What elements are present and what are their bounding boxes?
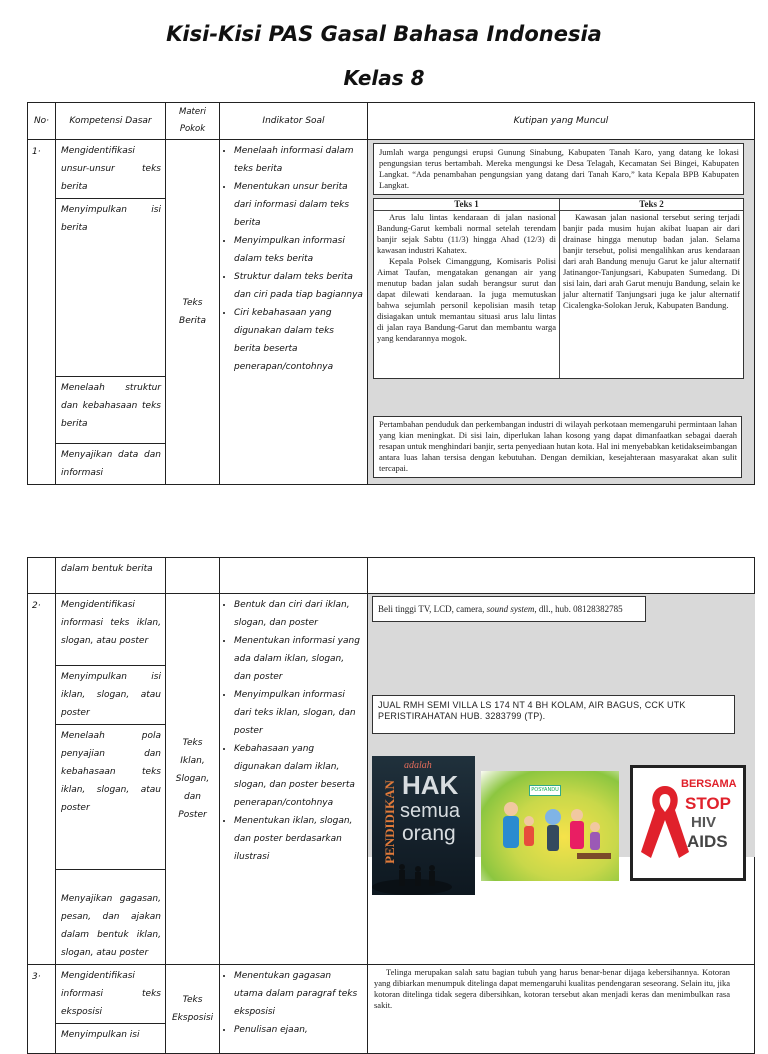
- kutipan-cell: [368, 594, 755, 965]
- header-no: No·: [28, 103, 56, 140]
- ad-text: , dll., hub. 08128382785: [534, 604, 623, 614]
- materi-pokok: Teks Berita: [166, 140, 220, 485]
- indikator-item: • Menyimpulkan informasi dalam teks berita: [234, 232, 363, 268]
- poster-posyandu: [481, 771, 619, 881]
- teks1-heading: Teks 1: [374, 199, 559, 211]
- kutipan-cell: [368, 965, 755, 1054]
- kd-item: Mengidentifikasi unsur-unsur teks berita: [56, 140, 166, 199]
- header-materi: Materi Pokok: [166, 103, 220, 140]
- poster-pendidikan: [372, 756, 475, 895]
- indikator-item: • Struktur dalam teks berita dan ciri pada tiap bagiannya: [234, 268, 363, 304]
- poster-bersama-text: BERSAMA: [681, 778, 737, 790]
- row-number: 1·: [28, 140, 56, 485]
- ad-box: [372, 596, 646, 622]
- poster-sign: POSYANDU: [529, 785, 561, 796]
- kd-item: Menyimpulkan isi berita: [56, 199, 166, 377]
- materi-pokok: Teks Iklan, Slogan, dan Poster: [166, 594, 220, 965]
- indikator-cell: [220, 965, 368, 1054]
- indikator-item: • Menyimpulkan informasi dari teks iklan, slogan, dan poster: [234, 686, 363, 740]
- children-silhouette-icon: [372, 855, 475, 895]
- indikator-item: • Bentuk dan ciri dari iklan, slogan, dan poster: [234, 596, 363, 632]
- ad-box: JUAL RMH SEMI VILLA LS 174 NT 4 BH KOLAM, AIR BAGUS, CCK UTK PERISTIRAHATAN HUB. 3283799 (TP).: [372, 695, 735, 734]
- indikator-item: • Menentukan unsur berita dari informasi dalam teks berita: [234, 178, 363, 232]
- kutipan-cell: [368, 558, 755, 594]
- kutipan-cell: [368, 140, 755, 485]
- ad-text-italic: sound system: [486, 604, 535, 614]
- kd-item: Menyimpulkan isi: [56, 1024, 166, 1054]
- poster-side-text: PENDIDIKAN: [382, 780, 397, 864]
- family-illustration-icon: [481, 771, 619, 881]
- kd-item: Menyajikan gagasan, pesan, dan ajakan dalam bentuk iklan, slogan, atau poster: [56, 870, 166, 965]
- row-number: 3·: [28, 965, 56, 1054]
- page-title: Kisi-Kisi PAS Gasal Bahasa Indonesia: [166, 22, 602, 46]
- kd-item: dalam bentuk berita: [56, 558, 166, 594]
- ad-text: Beli tinggi TV, LCD, camera,: [378, 604, 487, 614]
- kd-item: Mengidentifikasi informasi teks iklan, slogan, atau poster: [56, 594, 166, 666]
- header-indikator: Indikator Soal: [220, 103, 368, 140]
- teks1-para: Kepala Polsek Cimanggung, Komisaris Polisi Aimat Taufan, mengatakan genangan air yang menutup badan jalan sudah berangsur surut dan dapat dilewati kendaraan. Ia juga memutuskan bahwa sejumlah personil kepolisian masih tetap disiagakan untuk memantau situasi arus lalu lintas di jalan raya Bandung-Garut dan membantu warga yang kendarannya mogok.: [377, 256, 556, 343]
- kd-item: Menyimpulkan isi iklan, slogan, atau poster: [56, 666, 166, 725]
- kd-item: Menyajikan data dan informasi: [56, 444, 166, 485]
- poster-stop-text: STOP: [685, 794, 731, 813]
- indikator-item: • Penulisan ejaan,: [234, 1021, 363, 1039]
- poster-semua-text: semua: [400, 800, 461, 822]
- teks2-heading: Teks 2: [560, 199, 743, 211]
- poster-script-text: adalah: [404, 760, 432, 771]
- indikator-cell: [220, 140, 368, 485]
- poster-aids-text: AIDS: [687, 832, 728, 851]
- page-subtitle: Kelas 8: [343, 66, 425, 90]
- poster-orang-text: orang: [402, 822, 456, 845]
- quote-box: Pertambahan penduduk dan perkembangan industri di wilayah perkotaan memengaruhi permintaan lahan yang kian meningkat. Di sisi lain, diperlukan lahan kosong yang dapat dimanfaatkan sebagai daerah resapan untuk menghindari banjir, serta penyediaan hutan kota. Hal ini menyebabkan ketidakseimbangan antara luas lahan tersisa dengan kebutuhan. Dengan demikian, kesejahteraan masyarakat akan sulit tercapai.: [373, 416, 742, 478]
- teks1-para: Arus lalu lintas kendaraan di jalan nasional Bandung-Garut kembali normal setelah terendam banjir sejak Sabtu (11/3) hingga Ahad (12/3) di kawasan industri Kahatex.: [377, 212, 556, 255]
- indikator-item: • Menentukan iklan, slogan, dan poster berdasarkan ilustrasi: [234, 812, 363, 866]
- indikator-cell: [220, 558, 368, 594]
- kd-item: Menelaah struktur dan kebahasaan teks berita: [56, 377, 166, 444]
- materi-pokok: [166, 558, 220, 594]
- materi-pokok: Teks Eksposisi: [166, 965, 220, 1054]
- teks2-para: Kawasan jalan nasional tersebut sering terjadi banjir pada musim hujan akibat luapan air dari drainase hingga menutup badan jalan. Selama banjir tersebut, polisi mengalihkan arus kendaraan dari arah Bandung menuju Garut ke jalur alternatif Jatinangor-Tanjungsari, Kabupaten Sumedang. Di sisi lain, dari arah Garut menuju Bandung, selain ke jalur alternatif Tanjungsari juga ke jalur alternatif Cicalengka-Solokan Jeruk, Kabupaten Bandung.: [563, 212, 740, 310]
- header-kutipan: Kutipan yang Muncul: [368, 103, 755, 140]
- kisi-table-1: [27, 102, 755, 485]
- indikator-item: • Ciri kebahasaan yang digunakan dalam teks berita beserta penerapan/contohnya: [234, 304, 363, 376]
- indikator-item: • Menelaah informasi dalam teks berita: [234, 142, 363, 178]
- indikator-item: • Menentukan informasi yang ada dalam iklan, slogan, dan poster: [234, 632, 363, 686]
- kisi-table-2: [27, 557, 755, 1054]
- row-number: 2·: [28, 594, 56, 965]
- quote-text: Telinga merupakan salah satu bagian tubuh yang harus benar-benar dijaga kebersihannya. Kotoran yang dibiarkan menumpuk ditelinga dapat memengaruhi kualitas pendengaran seseorang. Selain itu, jika kotoran ditelinga tidak segera dibersihkan, kotoran tersebut akan menjadi keras dan menimbulkan rasa sakit.: [374, 967, 730, 1010]
- row-number: [28, 558, 56, 594]
- poster-hiv-text: HIV: [691, 814, 717, 831]
- quote-box: Jumlah warga pengungsi erupsi Gunung Sinabung, Kabupaten Tanah Karo, yang datang ke lokasi pengungsian terus bertambah. Mereka mengungsi ke Desa Telagah, Kecamatan Sei Bingei, Kabupaten Langkat. “Ada penambahan pengungsian yang datang dari Tanah Karo,” kata Kepala BPB Kabupaten Langkat.: [373, 143, 744, 195]
- indikator-item: • Kebahasaan yang digunakan dalam iklan, slogan, dan poster beserta penerapan/contohnya: [234, 740, 363, 812]
- header-kd: Kompetensi Dasar: [56, 103, 166, 140]
- poster-stop-hiv: [630, 765, 746, 881]
- poster-hak-text: HAK: [402, 770, 459, 800]
- indikator-item: • Menentukan gagasan utama dalam paragraf teks eksposisi: [234, 967, 363, 1021]
- comparison-table: [373, 198, 744, 379]
- kd-item: Mengidentifikasi informasi teks eksposisi: [56, 965, 166, 1024]
- kd-item: Menelaah pola penyajian dan kebahasaan teks iklan, slogan, atau poster: [56, 725, 166, 870]
- indikator-cell: [220, 594, 368, 965]
